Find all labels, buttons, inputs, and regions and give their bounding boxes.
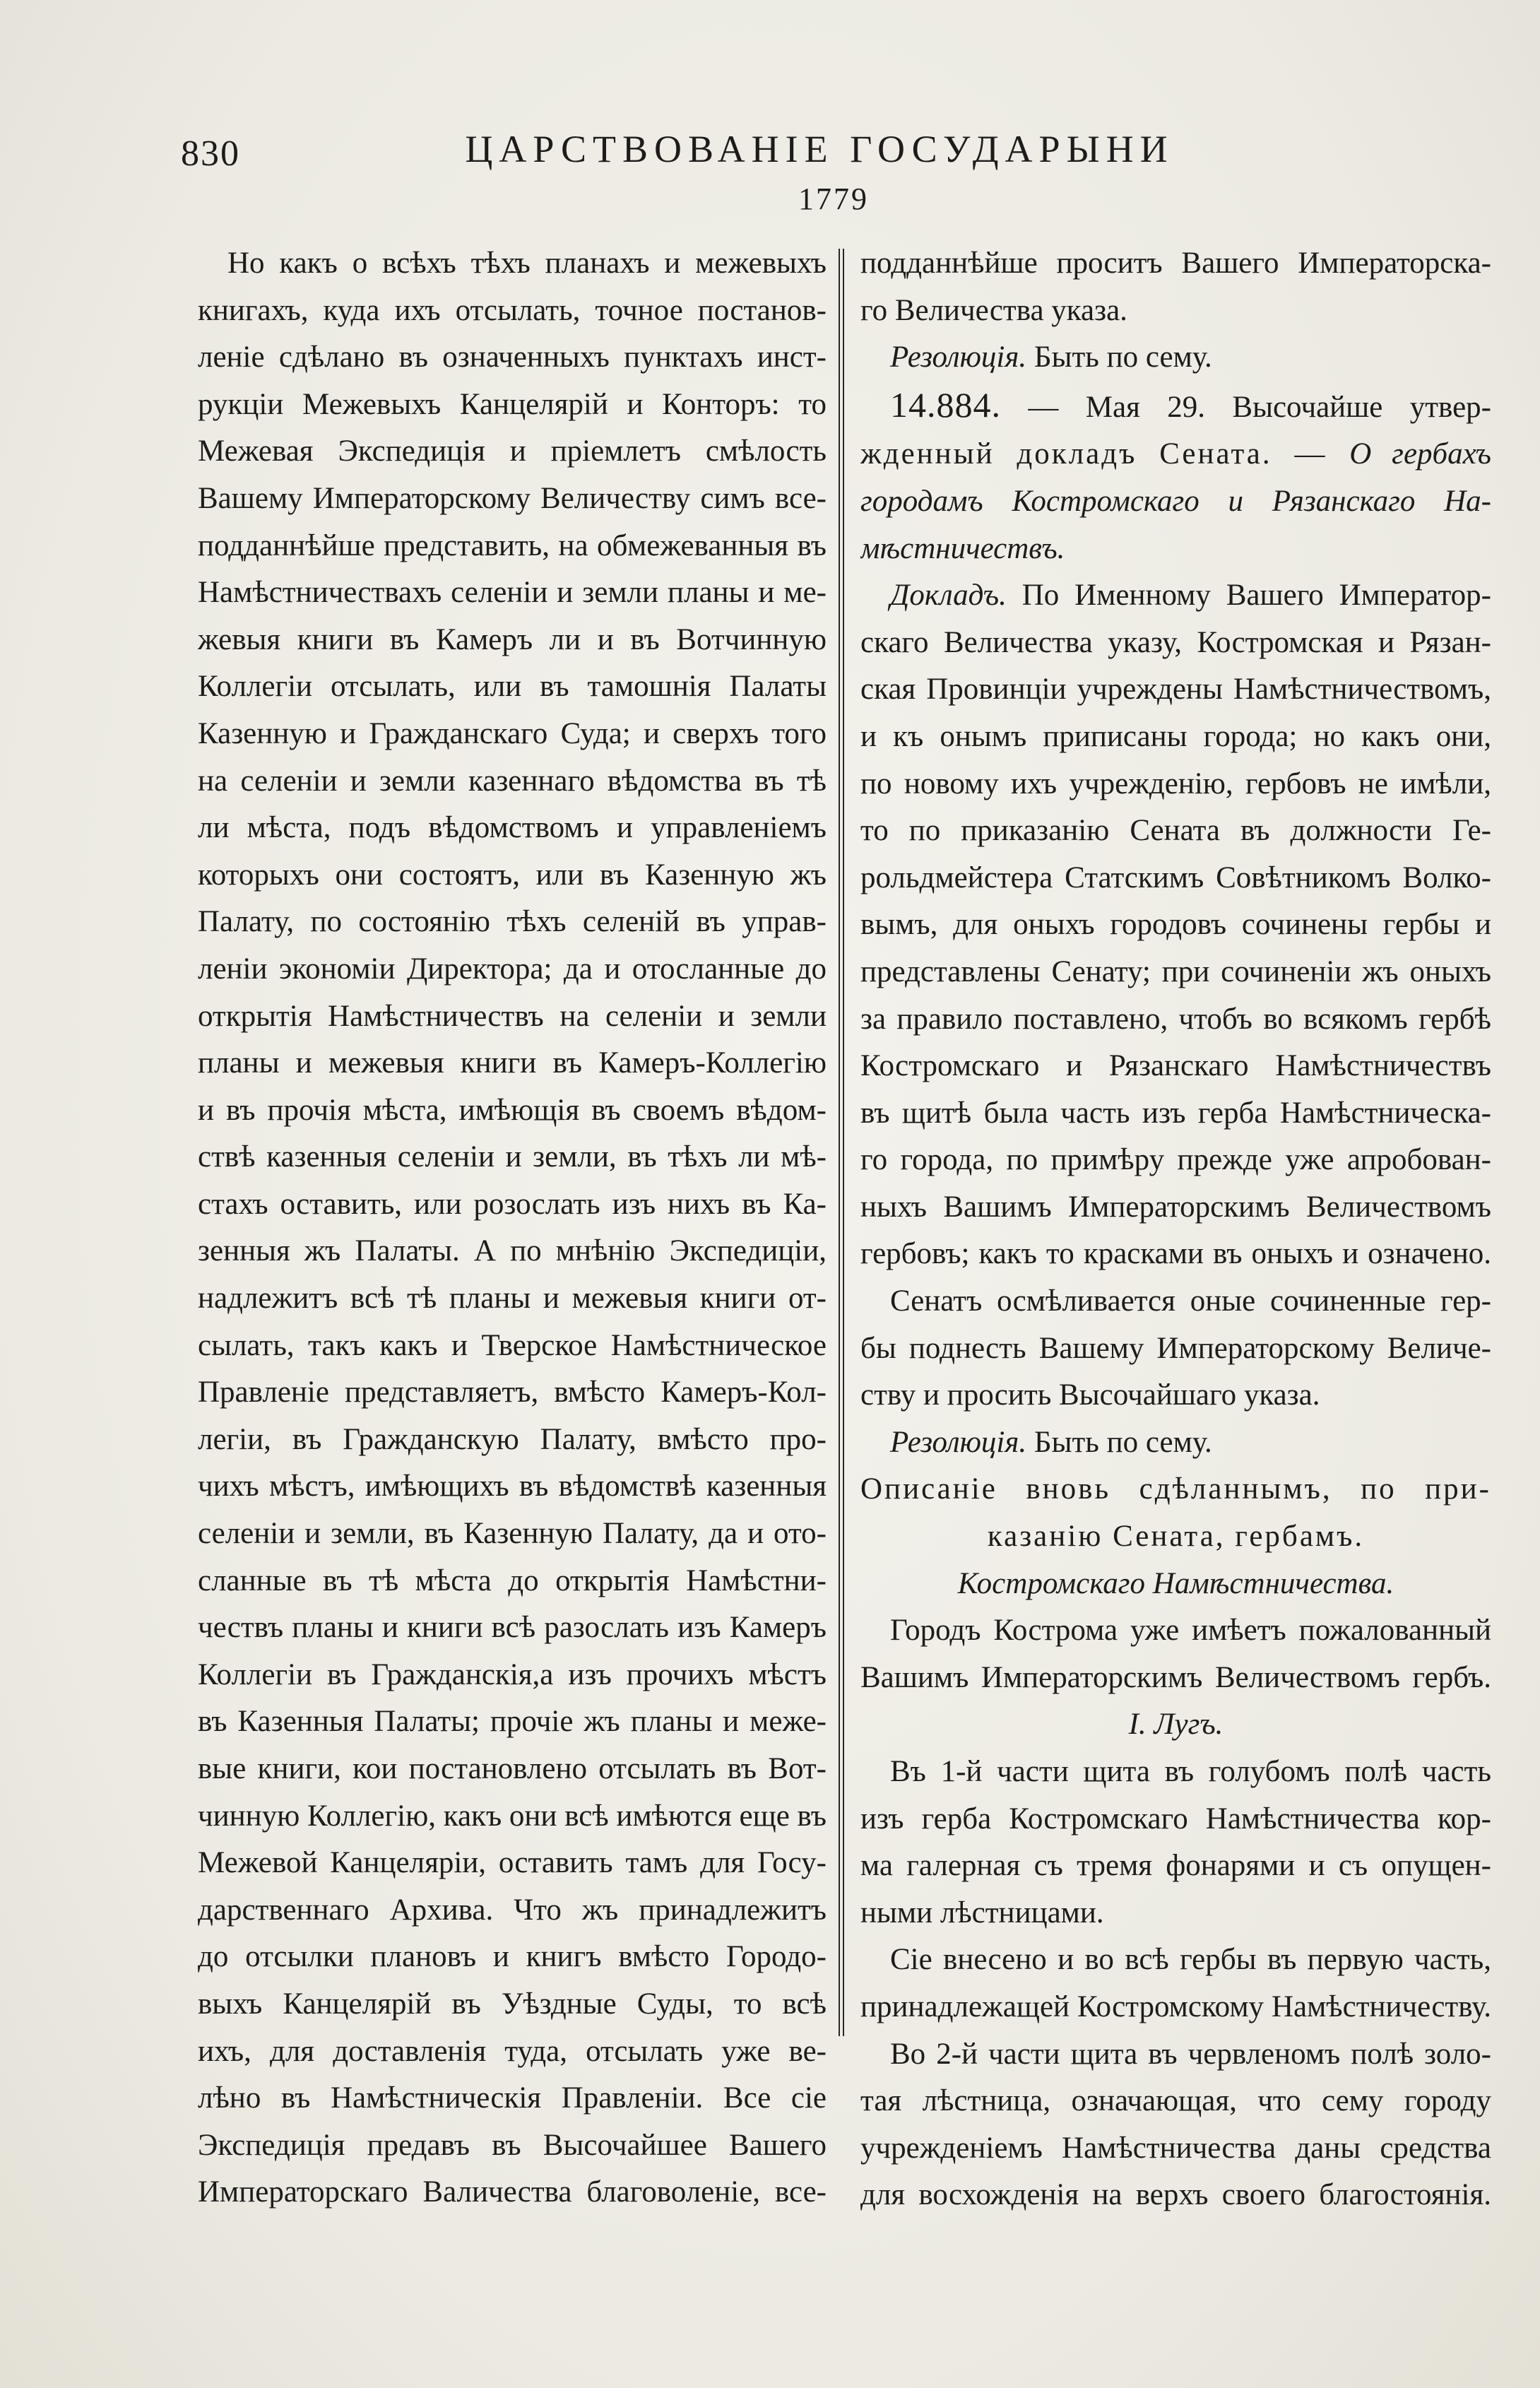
text-line: Правленіе представляетъ, вмѣсто Камеръ-Кол- <box>198 1376 827 1409</box>
text-line: за правило поставлено, чтобъ во всякомъ гербѣ <box>860 1002 1491 1036</box>
text-line: Сенатъ осмѣливается оные сочиненные гер- <box>890 1284 1491 1318</box>
text-line: въ Казенныя Палаты; прочіе жъ планы и меже- <box>198 1705 827 1739</box>
text-line: Городъ Кострома уже имѣетъ пожалованный <box>890 1614 1491 1648</box>
running-title: ЦАРСТВОВАНІЕ ГОСУДАРЫНИ <box>465 128 1174 170</box>
text-line: гербовъ; какъ то красками въ оныхъ и означено. <box>860 1237 1491 1271</box>
text-line: Костромскаго и Рязанскаго Намѣстничествъ <box>860 1049 1491 1083</box>
entry-date: — Мая 29. Высочайше утвер- <box>1001 390 1491 424</box>
page-number: 830 <box>181 134 240 174</box>
text-line: которыхъ они состоятъ, или въ Казенную жъ <box>198 858 827 892</box>
text-line: ными лѣстницами. <box>860 1896 1104 1929</box>
text-line: скаго Величества указу, Костромская и Рязан- <box>860 625 1491 659</box>
text-line: на селеніи и земли казеннаго вѣдомства въ тѣ <box>198 764 827 798</box>
text-line: бы поднесть Вашему Императорскому Величе- <box>860 1331 1491 1365</box>
text-line: ихъ, для доставленія туда, отсылать уже ве- <box>198 2034 827 2068</box>
text-line: книгахъ, куда ихъ отсылать, точное постанов- <box>198 293 827 327</box>
text-line: зенныя жъ Палаты. А по мнѣнію Экспедиціи, <box>198 1234 827 1268</box>
report-text: По Именному Вашего Император- <box>1006 579 1491 613</box>
text-line: сылать, такъ какъ и Тверское Намѣстническое <box>198 1328 827 1362</box>
resolution-label: Резолюція. <box>890 341 1027 374</box>
resolution-line <box>860 334 1491 382</box>
text-line: мѣстничествъ. <box>860 531 1065 565</box>
text-line: чихъ мѣстъ, имѣющихъ въ вѣдомствѣ казенныя <box>198 1470 827 1503</box>
text-line: городамъ Костромскаго и Рязанскаго На- <box>860 484 1491 518</box>
text-line: подданнѣйше представить, на обмежеванныя въ <box>198 528 827 562</box>
text-line <box>860 572 1491 620</box>
text-line: го Величества указа. <box>860 293 1127 327</box>
text-line: Императорскаго Валичества благоволеніе, все- <box>198 2175 827 2209</box>
text-line: лѣно въ Намѣстническія Правленіи. Все сіе <box>198 2081 827 2115</box>
text-line: выхъ Канцелярій въ Уѣздные Суды, то всѣ <box>198 1987 827 2021</box>
text-line: представлены Сенату; при сочиненіи жъ оныхъ <box>860 954 1491 988</box>
text-line: для восхожденія на верхъ своего благостоянія. <box>860 2178 1491 2212</box>
text-line: леніе сдѣлано въ означенныхъ пунктахъ инст- <box>198 341 827 374</box>
text-line: жевыя книги въ Камеръ ли и въ Вотчинную <box>198 622 827 656</box>
entry-subject: О гербахъ <box>1349 437 1491 471</box>
text-line: по новому ихъ учрежденію, гербовъ не имѣли, <box>860 767 1491 800</box>
shield-part2-paragraph <box>860 2031 1491 2219</box>
text-line: тая лѣстница, означающая, что сему городу <box>860 2084 1491 2118</box>
shield-part1-paragraph <box>860 1749 1491 1937</box>
text-line: Коллегіи отсылать, или въ тамошнія Палаты <box>198 670 827 704</box>
text-line: планы и межевыя книги въ Камеръ-Коллегію <box>198 1046 827 1080</box>
text-line: Но какъ о всѣхъ тѣхъ планахъ и межевыхъ <box>227 247 827 280</box>
resolution-text: Быть по сему. <box>1026 1425 1212 1459</box>
report-paragraph <box>860 572 1491 1278</box>
text-line <box>860 382 1491 432</box>
text-line: учрежденіемъ Намѣстничества даны средства <box>860 2131 1491 2165</box>
text-line: Описаніе вновь сдѣланнымъ, по при- <box>860 1472 1491 1506</box>
text-line: Межевой Канцеляріи, оставить тамъ для Госу- <box>198 1846 827 1880</box>
text-line: Сіе внесено и во всѣ гербы въ первую часть, <box>890 1943 1491 1977</box>
text-line: Намѣстничествахъ селеніи и земли планы и ме- <box>198 576 827 610</box>
text-line: Коллегіи въ Гражданскія,а изъ прочихъ мѣстъ <box>198 1657 827 1691</box>
text-line: легіи, въ Гражданскую Палату, вмѣсто про- <box>198 1422 827 1456</box>
decree-entry <box>860 382 1491 572</box>
senate-paragraph <box>860 1278 1491 1419</box>
text-line: Вашему Императорскому Величеству симъ все- <box>198 481 827 515</box>
text-line: Во 2-й части щита въ червленомъ полѣ золо- <box>890 2037 1491 2071</box>
text-line: ствѣ казенныя селеніи и земли, въ тѣхъ ли мѣ- <box>198 1140 827 1174</box>
text-line: Экспедиція предавъ въ Высочайшее Вашего <box>198 2128 827 2162</box>
text-line: вымъ, для оныхъ городовъ сочинены гербы и <box>860 908 1491 942</box>
text-line: стахъ оставить, или розослать изъ нихъ въ Ка- <box>198 1187 827 1221</box>
text-line: то по приказанію Сената въ должности Ге- <box>860 814 1491 848</box>
text-line: сланные въ тѣ мѣста до открытія Намѣстни- <box>198 1564 827 1597</box>
resolution-line <box>860 1419 1491 1467</box>
text-line: дарственнаго Архива. Что жъ принадлежитъ <box>198 1893 827 1927</box>
text-line: вые книги, кои постановлено отсылать въ Вот- <box>198 1752 827 1785</box>
text-line: ству и просить Высочайшаго указа. <box>860 1378 1320 1412</box>
text-line: чествъ планы и книги всѣ разослать изъ Камеръ <box>198 1611 827 1645</box>
text-line: ли мѣста, подъ вѣдомствомъ и управленіемъ <box>198 811 827 845</box>
text-line: рольдмейстера Статскимъ Совѣтникомъ Волко- <box>860 861 1491 894</box>
text-line: ская Провинціи учреждены Намѣстничествомъ, <box>860 673 1491 707</box>
text-line: леніи экономіи Директора; да и отосланные до <box>198 952 827 986</box>
text-line <box>860 431 1491 478</box>
right-column <box>860 240 1491 2219</box>
all-arms-paragraph <box>860 1937 1491 2031</box>
text-line: казанію Сената, гербамъ. <box>987 1520 1365 1554</box>
kostroma-paragraph <box>860 1607 1491 1701</box>
text-line: Палату, по состоянію тѣхъ селеній въ управ- <box>198 905 827 939</box>
entry-number: 14.884. <box>890 384 1001 425</box>
text-line: чинную Коллегію, какъ они всѣ имѣются еще въ <box>198 1799 827 1833</box>
text-line: и къ онымъ приписаны города; но какъ они, <box>860 719 1491 753</box>
description-heading <box>860 1466 1491 1560</box>
text-line: до отсылки плановъ и книгъ вмѣсто Городо- <box>198 1940 827 1974</box>
text-line: открытія Намѣстничествъ на селеніи и земли <box>198 999 827 1033</box>
text-line: надлежитъ всѣ тѣ планы и межевыя книги от- <box>198 1282 827 1316</box>
text-line: Вашимъ Императорскимъ Величествомъ гербъ. <box>860 1660 1491 1694</box>
text-line: Межевая Экспедиція и пріемлетъ смѣлость <box>198 435 827 468</box>
text-line: и въ прочія мѣста, имѣющія въ своемъ вѣдом- <box>198 1093 827 1127</box>
entry-type: жденный докладъ Сената. — <box>860 437 1350 471</box>
column-divider-left <box>839 249 840 2036</box>
text-line: го города, по примѣру прежде уже апробован- <box>860 1143 1491 1177</box>
text-line: въ щитѣ была часть изъ герба Намѣстническа- <box>860 1096 1491 1130</box>
resolution-label: Резолюція. <box>890 1425 1027 1459</box>
text-line: селеніи и земли, въ Казенную Палату, да и ото- <box>198 1517 827 1551</box>
report-label: Докладъ. <box>890 579 1007 613</box>
left-column <box>198 240 827 2216</box>
resolution-text: Быть по сему. <box>1026 341 1212 374</box>
year-heading: 1779 <box>798 182 869 216</box>
text-line: рукціи Межевыхъ Канцелярій и Конторъ: то <box>198 387 827 421</box>
text-line: ныхъ Вашимъ Императорскимъ Величествомъ <box>860 1190 1491 1224</box>
text-line: ма галерная съ тремя фонарями и съ опущен- <box>860 1849 1491 1883</box>
text-line: изъ герба Костромскаго Намѣстничества кор- <box>860 1802 1491 1836</box>
column-divider-right <box>843 249 844 2036</box>
text-line: подданнѣйше проситъ Вашего Императорска- <box>860 247 1491 280</box>
text-line: Въ 1-й части щита въ голубомъ полѣ часть <box>890 1755 1491 1788</box>
text-line: Казенную и Гражданскаго Суда; и сверхъ того <box>198 716 827 750</box>
text-line: принадлежащей Костромскому Намѣстничеству. <box>860 1990 1491 2023</box>
subsection-title: I. Лугъ. <box>1128 1708 1224 1742</box>
section-title: Костромскаго Намѣстничества. <box>957 1566 1394 1600</box>
continuation-paragraph <box>860 240 1491 334</box>
